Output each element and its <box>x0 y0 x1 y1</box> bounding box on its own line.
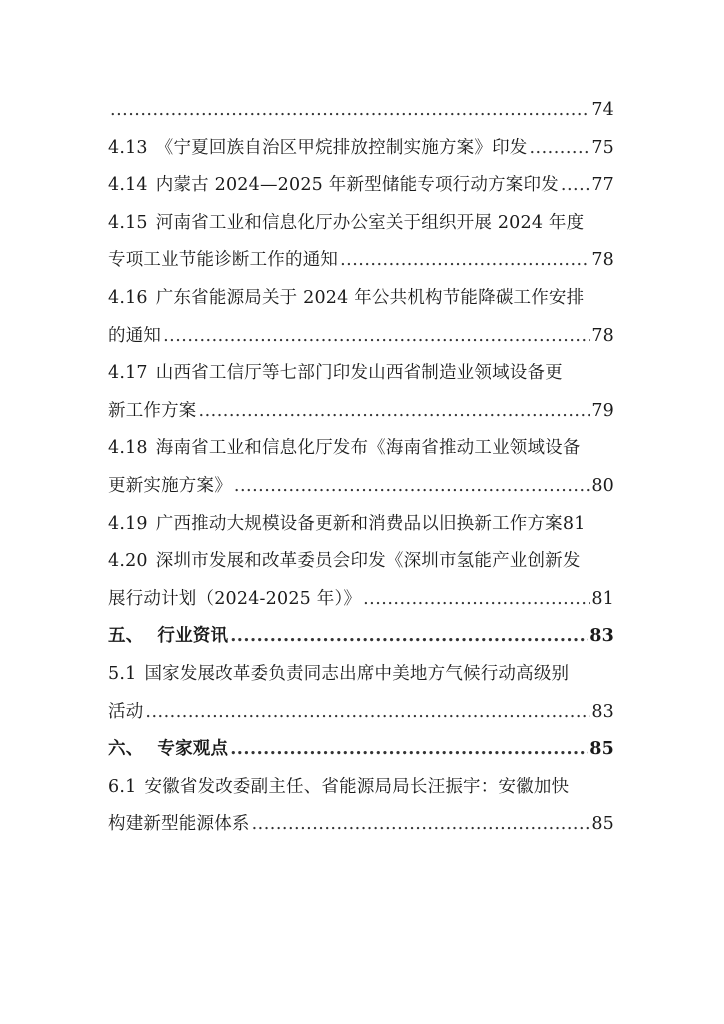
toc-page-number: 80 <box>591 475 614 496</box>
toc-page-number: 78 <box>591 325 614 346</box>
toc-title: 广东省能源局关于 2024 年公共机构节能降碳工作安排 <box>155 287 585 308</box>
toc-line <box>108 656 614 694</box>
toc-page-number: 79 <box>591 400 614 421</box>
toc-line <box>108 130 614 168</box>
toc-line <box>108 205 614 243</box>
toc-line <box>108 92 614 130</box>
toc-line <box>108 318 614 356</box>
dot-leader <box>230 618 588 656</box>
dot-leader <box>340 242 590 280</box>
toc-entry-4-17[interactable] <box>108 355 614 430</box>
toc-page-number: 85 <box>589 739 614 760</box>
toc-page-number: 75 <box>591 137 614 158</box>
toc-line <box>108 618 614 656</box>
toc-chapter-number: 六、 <box>108 739 144 760</box>
toc-chapter-title: 行业资讯 <box>157 626 229 647</box>
toc-line <box>108 506 614 544</box>
toc-title: 国家发展改革委负责同志出席中美地方气候行动高级别 <box>144 663 570 684</box>
toc-chapter-number: 五、 <box>108 626 144 647</box>
toc-page-number: 74 <box>591 100 614 120</box>
dot-leader <box>145 694 590 732</box>
toc-title: 广西推动大规模设备更新和消费品以旧换新工作方案81 <box>155 513 586 534</box>
toc-line <box>108 167 614 205</box>
toc-section-number: 4.15 <box>108 212 148 233</box>
toc-entry-4-20[interactable] <box>108 543 614 618</box>
toc-section-number: 4.20 <box>108 551 148 572</box>
toc-page-number: 78 <box>591 250 614 271</box>
toc-entry-4-19[interactable] <box>108 506 614 544</box>
dot-leader <box>252 806 591 844</box>
toc-title: 山西省工信厅等七部门印发山西省制造业领域设备更 <box>155 363 563 384</box>
dot-leader <box>230 731 588 769</box>
toc-title: 安徽省发改委副主任、省能源局局长汪振宇：安徽加快 <box>144 776 570 797</box>
dot-leader <box>163 318 590 356</box>
toc-section-number: 5.1 <box>108 663 137 684</box>
toc-page-number: 81 <box>591 588 614 609</box>
toc-section-number: 4.18 <box>108 438 148 459</box>
toc-title: 《宁夏回族自治区甲烷排放控制实施方案》印发 <box>155 137 528 158</box>
toc-line <box>108 430 614 468</box>
toc-title-continued: 构建新型能源体系 <box>108 814 250 835</box>
toc-title: 内蒙古 2024—2025 年新型储能专项行动方案印发 <box>155 175 559 196</box>
toc-section-number: 4.19 <box>108 513 148 534</box>
toc-line <box>108 694 614 732</box>
dot-leader <box>529 130 590 168</box>
toc-entry[interactable] <box>108 92 614 130</box>
toc-line <box>108 355 614 393</box>
toc-title-continued: 专项工业节能诊断工作的通知 <box>108 250 339 271</box>
toc-section-number: 4.16 <box>108 287 148 308</box>
toc-title-continued: 展行动计划（2024-2025 年）》 <box>108 588 362 609</box>
toc-heading-industry-news[interactable] <box>108 618 614 656</box>
toc-entry-4-14[interactable] <box>108 167 614 205</box>
dot-leader <box>561 167 590 205</box>
toc-title: 深圳市发展和改革委员会印发《深圳市氢能产业创新发 <box>155 551 581 572</box>
dot-leader <box>199 393 591 431</box>
toc-entry-4-15[interactable] <box>108 205 614 280</box>
toc-line <box>108 242 614 280</box>
toc-entry-6-1[interactable] <box>108 769 614 844</box>
toc-title: 河南省工业和信息化厅办公室关于组织开展 2024 年度 <box>155 212 585 233</box>
toc-entry-4-13[interactable] <box>108 130 614 168</box>
toc-title-continued: 新工作方案 <box>108 400 197 421</box>
toc-section-number: 6.1 <box>108 776 137 797</box>
toc-section-number: 4.14 <box>108 175 148 196</box>
dot-leader <box>110 92 590 130</box>
toc-entry-4-16[interactable] <box>108 280 614 355</box>
toc-title-continued: 更新实施方案》 <box>108 475 232 496</box>
toc-section-number: 4.13 <box>108 137 148 158</box>
toc-page-number: 83 <box>589 626 614 647</box>
toc-entry-5-1[interactable] <box>108 656 614 731</box>
toc-title: 海南省工业和信息化厅发布《海南省推动工业领域设备 <box>155 438 581 459</box>
toc-page-number: 77 <box>591 175 614 196</box>
dot-leader <box>234 468 590 506</box>
toc-line <box>108 468 614 506</box>
toc-page <box>108 92 614 844</box>
toc-line <box>108 393 614 431</box>
toc-title-continued: 的通知 <box>108 325 162 346</box>
toc-chapter-title: 专家观点 <box>157 739 229 760</box>
dot-leader <box>363 581 590 619</box>
toc-page-number: 83 <box>591 701 614 722</box>
toc-page-number: 85 <box>591 814 614 835</box>
toc-line <box>108 280 614 318</box>
toc-line <box>108 806 614 844</box>
toc-section-number: 4.17 <box>108 363 148 384</box>
toc-heading-expert-views[interactable] <box>108 731 614 769</box>
toc-entry-4-18[interactable] <box>108 430 614 505</box>
toc-line <box>108 581 614 619</box>
toc-title-continued: 活动 <box>108 701 144 722</box>
toc-line <box>108 543 614 581</box>
toc-line <box>108 769 614 807</box>
toc-line <box>108 731 614 769</box>
